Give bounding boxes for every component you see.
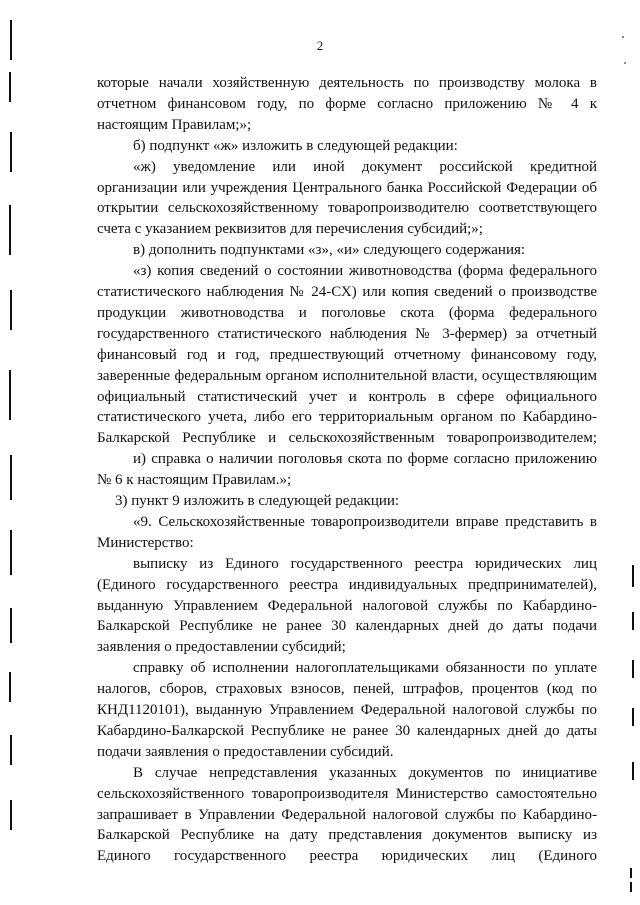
text-line: организации или учреждения Центрального банка Российской Федерации об bbox=[97, 180, 597, 196]
scan-margin-mark bbox=[10, 530, 12, 575]
scan-margin-mark bbox=[632, 612, 634, 630]
text-line: справку об исполнении налогоплательщиками обязанности по уплате bbox=[133, 660, 597, 676]
text-line: выписку из Единого государственного реестра юридических лиц bbox=[133, 556, 597, 572]
text-line: заявления о предоставлении субсидий; bbox=[97, 639, 346, 655]
text-line: запрашивает в Управлении Федеральной налоговой службы по Кабардино- bbox=[97, 807, 597, 823]
text-line: подачи заявления о предоставлении субсидий. bbox=[97, 744, 394, 760]
scan-margin-mark bbox=[10, 800, 12, 830]
text-line: которые начали хозяйственную деятельность по производству молока в bbox=[97, 75, 597, 91]
text-line: «з) копия сведений о состоянии животноводства (форма федерального bbox=[133, 263, 597, 279]
text-line: и) справка о наличии поголовья скота по форме согласно приложению bbox=[133, 451, 597, 467]
scan-margin-mark bbox=[10, 290, 12, 330]
text-line: Балкарской Республике не ранее 30 календарных дней до даты подачи bbox=[97, 618, 597, 634]
text-line: официальный статистический учет и контроль в сфере официального bbox=[97, 389, 597, 405]
text-line: (Единого государственного реестра индивидуальных предпринимателей), bbox=[97, 577, 597, 593]
text-line: «ж) уведомление или иной документ российской кредитной bbox=[133, 159, 597, 175]
scan-margin-mark bbox=[9, 72, 11, 102]
text-line: б) подпункт «ж» изложить в следующей редакции: bbox=[133, 138, 458, 154]
scan-margin-mark bbox=[9, 370, 11, 420]
text-line: Министерство: bbox=[97, 535, 194, 551]
text-line: счета с указанием реквизитов для перечисления субсидий;»; bbox=[97, 221, 483, 237]
text-line: Кабардино-Балкарской Республике не ранее 30 календарных дней до даты bbox=[97, 723, 597, 739]
text-line: 3) пункт 9 изложить в следующей редакции: bbox=[115, 493, 400, 509]
scan-margin-mark bbox=[632, 762, 634, 780]
page-number: 2 bbox=[316, 38, 324, 53]
scan-margin-mark bbox=[632, 565, 634, 587]
text-line: В случае непредставления указанных документов по инициативе bbox=[133, 765, 597, 781]
text-line: Балкарской Республике на дату представления документов выписку из bbox=[97, 827, 597, 843]
text-line: сельскохозяйственного товаропроизводителя Министерство самостоятельно bbox=[97, 786, 597, 802]
scan-speck bbox=[624, 62, 626, 64]
text-line: КНД1120101), выданную Управлением Федеральной налоговой службы по bbox=[97, 702, 597, 718]
text-line: финансовый год и год, предшествующий отчетному финансовому году, bbox=[97, 347, 597, 363]
scan-margin-mark bbox=[630, 868, 632, 878]
text-line: отчетном финансовом году, по форме согласно приложению № 4 к bbox=[97, 96, 597, 112]
scan-margin-mark bbox=[630, 882, 632, 892]
text-line: Балкарской Республике и сельскохозяйственным товаропроизводителем; bbox=[97, 430, 597, 446]
text-line: налогов, сборов, страховых взносов, пеней, штрафов, процентов (код по bbox=[97, 681, 597, 697]
text-line: выданную Управлением Федеральной налоговой службы по Кабардино- bbox=[97, 598, 597, 614]
scan-margin-mark bbox=[632, 660, 634, 678]
scan-margin-mark bbox=[10, 455, 12, 500]
text-line: Единого государственного реестра юридических лиц (Единого bbox=[97, 848, 597, 864]
text-line: настоящим Правилам;»; bbox=[97, 117, 252, 133]
text-line: «9. Сельскохозяйственные товаропроизводители вправе представить в bbox=[133, 514, 597, 530]
scan-speck bbox=[622, 36, 624, 38]
text-line: государственного статистического наблюдения № 3-фермер) за отчетный bbox=[97, 326, 597, 342]
scan-margin-mark bbox=[10, 132, 12, 172]
text-line: статистического наблюдения № 24-СХ) или копия сведений о производстве bbox=[97, 284, 597, 300]
text-line: продукции животноводства и поголовье скота (форма федерального bbox=[97, 305, 597, 321]
scan-margin-mark bbox=[10, 735, 12, 765]
text-line: № 6 к настоящим Правилам.»; bbox=[97, 472, 292, 488]
text-line: в) дополнить подпунктами «з», «и» следующего содержания: bbox=[133, 242, 526, 258]
scan-margin-mark bbox=[9, 672, 11, 702]
scan-margin-mark bbox=[10, 608, 12, 643]
text-line: статистического учета, либо его территориальным органом по Кабардино- bbox=[97, 409, 597, 425]
scan-margin-mark bbox=[632, 708, 634, 726]
scan-margin-mark bbox=[9, 205, 11, 255]
scan-margin-mark bbox=[10, 20, 12, 60]
text-line: открытии сельскохозяйственному товаропроизводителю соответствующего bbox=[97, 200, 597, 216]
text-line: заверенные федеральным органом исполнительной власти, осуществляющим bbox=[97, 368, 597, 384]
